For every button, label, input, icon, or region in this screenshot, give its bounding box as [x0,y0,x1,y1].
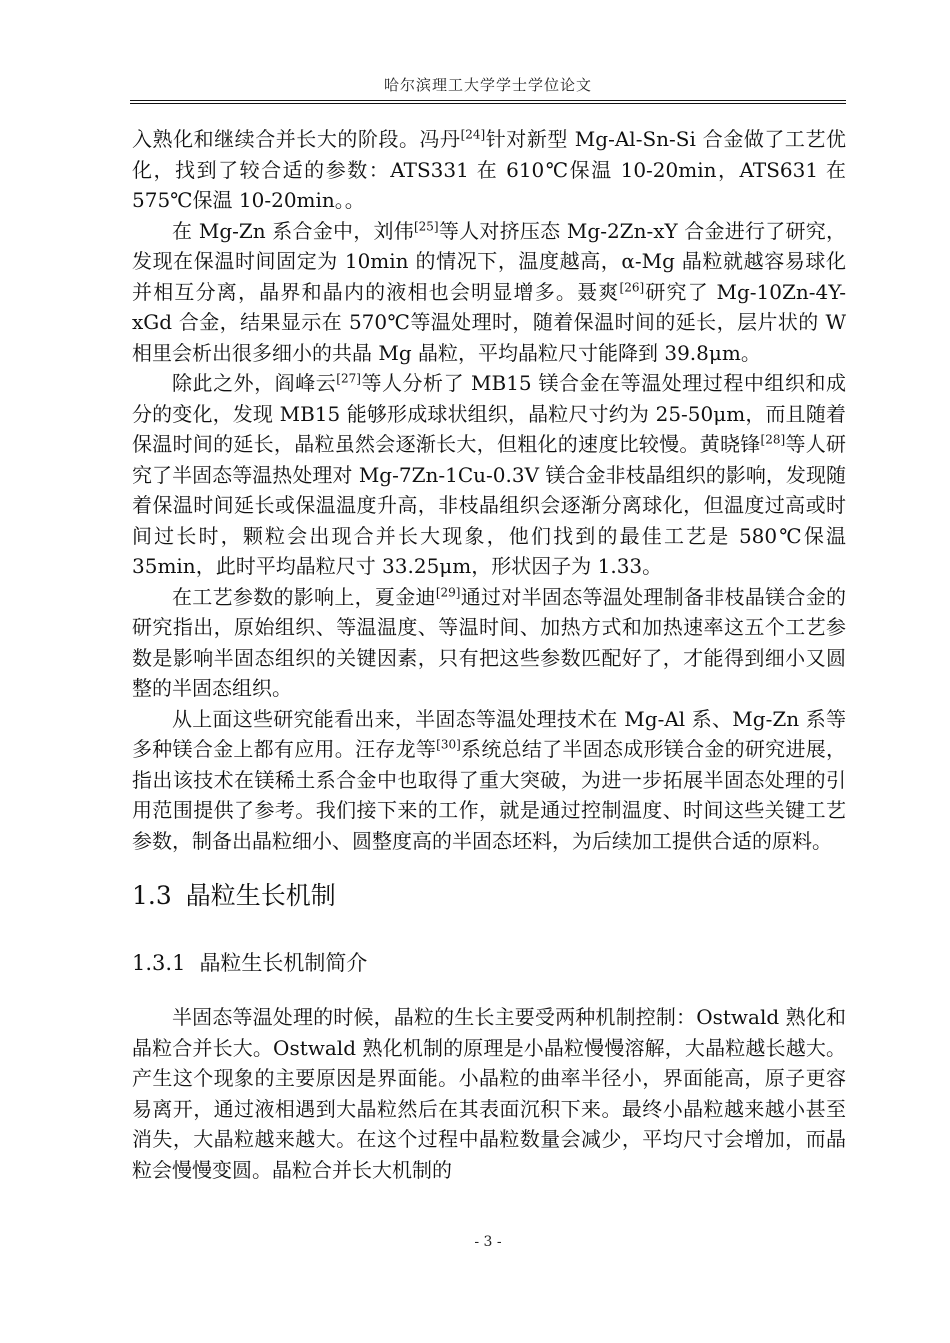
paragraph-text: 在 Mg-Zn 系合金中，刘伟 [172,218,414,243]
body-paragraph: 半固态等温处理的时候，晶粒的生长主要受两种机制控制：Ostwald 熟化和晶粒合并长大。Ostwald 熟化机制的原理是小晶粒慢慢溶解，大晶粒越长越大。产生这个现象的主要原因是界面能。小晶粒的曲率半径小，界面能高，原子更容易离开，通过液相遇到大晶粒然后在其表面沉积下来。最终小晶粒越来越小甚至消失，大晶粒越来越大。在这个过程中晶粒数量会减少，平均尺寸会增加，而晶粒会慢慢变圆。晶粒合并长大机制的 [132,1005,846,1182]
page-body [132,124,846,1185]
body-paragraph [132,216,846,369]
header-rule [130,100,846,104]
paragraph-text: 通过对半固态等温处理制备非枝晶镁合金的研究指出，原始组织、等温温度、等温时间、加热方式和加热速率这五个工艺参数是影响半固态组织的关键因素，只有把这些参数匹配好了，才能得到细小又圆整的半固态组织。 [132,584,847,700]
body-paragraph [132,582,846,704]
paragraph-text: 针对新型 Mg-Al-Sn-Si 合金做了工艺优化，找到了较合适的参数：ATS331 在 610℃保温 10-20min，ATS631 在 575℃保温 10-20min。。 [132,127,846,212]
running-header: 哈尔滨理工大学学士学位论文 [383,76,592,94]
paragraph-text: 除此之外，阎峰云 [172,371,337,395]
body-paragraph [132,368,846,582]
paragraph-text: 入熟化和继续合并长大的阶段。冯丹 [132,127,461,151]
paragraph-text: 研究了 Mg-10Zn-4Y-xGd 合金，结果显示在 570℃等温处理时，随着保温时间的延长，层片状的 W 相里会析出很多细小的共晶 Mg 晶粒，平均晶粒尺寸能降到 39.8μm。 [132,279,847,365]
citation-reference: [29] [435,584,461,599]
paragraph-text: 从上面这些研究能看出来，半固态等温处理技术在 Mg-Al 系、Mg-Zn 系等多种镁合金上都有应用。汪存龙等 [132,706,846,761]
paragraph-text: 等人对挤压态 Mg-2Zn-xY 合金进行了研究，发现在保温时间固定为 10min 的情况下，温度越高，α-Mg 晶粒就越容易球化并相互分离，晶界和晶内的液相也会明显增多。聂爽 [132,218,846,304]
citation-reference: [26] [619,279,645,294]
citation-reference: [28] [760,432,786,447]
citation-reference: [27] [336,371,361,386]
citation-reference: [24] [460,127,486,142]
paragraph-text: 在工艺参数的影响上，夏金迪 [172,584,436,609]
subsection-heading [132,946,846,980]
section-title: 晶粒生长机制 [185,881,336,910]
section-number: 1.3 [132,881,172,910]
citation-reference: [25] [413,218,439,233]
paragraph-text: 等人分析了 MB15 镁合金在等温处理过程中组织和成分的变化，发现 MB15 能够形成球状组织，晶粒尺寸约为 25-50μm，而且随着保温时间的延长，晶粒虽然会逐渐长大，但粗化的速度比较慢。黄晓锋 [132,371,847,456]
paragraph-group [132,124,846,856]
subsection-title: 晶粒生长机制简介 [199,951,368,975]
subsection-number: 1.3.1 [132,951,186,975]
page-number: - 3 - [474,1234,502,1250]
section-heading [132,876,846,916]
citation-reference: [30] [436,737,461,752]
body-paragraph [132,704,846,857]
paragraph-text: 等人研究了半固态等温热处理对 Mg-7Zn-1Cu-0.3V 镁合金非枝晶组织的影响，发现随着保温时间延长或保温温度升高，非枝晶组织会逐渐分离球化，但温度过高或时间过长时，颗粒会出现合并长大现象，他们找到的最佳工艺是 580℃保温 35min，此时平均晶粒尺寸 33.25μm，形状因子为 1.33。 [132,432,847,578]
body-paragraph [132,124,846,216]
paragraph-text: 系统总结了半固态成形镁合金的研究进展，指出该技术在镁稀土系合金中也取得了重大突破，为进一步拓展半固态处理的引用范围提供了参考。我们接下来的工作，就是通过控制温度、时间这些关键工艺参数，制备出晶粒细小、圆整度高的半固态坯料，为后续加工提供合适的原料。 [132,737,847,853]
